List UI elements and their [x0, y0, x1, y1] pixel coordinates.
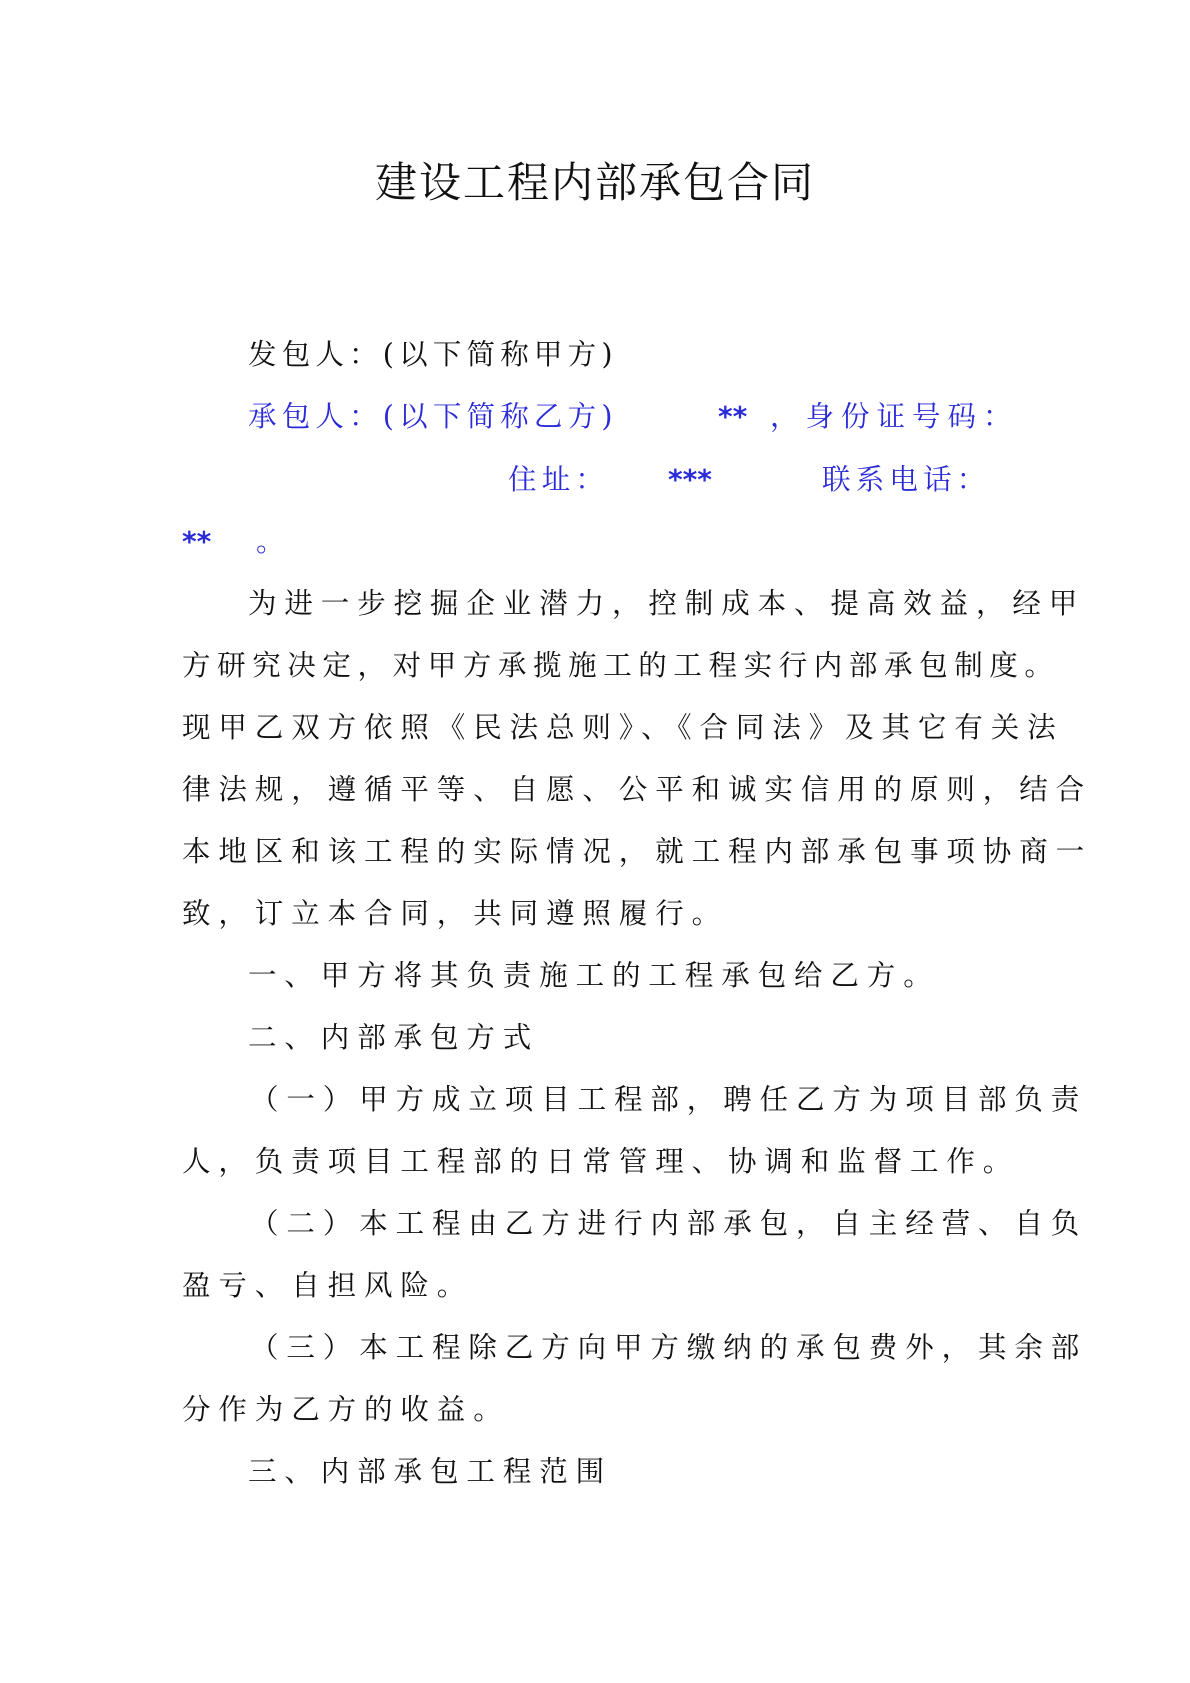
- party-b-address-value: ***: [668, 463, 712, 496]
- preamble-line: 律法规，遵循平等、自愿、公平和诚实信用的原则，结合: [182, 773, 1093, 806]
- clause-2-item-1-line: 人，负责项目工程部的日常管理、协调和监督工作。: [182, 1145, 1020, 1178]
- clause-1: 一、甲方将其负责施工的工程承包给乙方。: [248, 959, 940, 992]
- document-title: 建设工程内部承包合同: [374, 158, 815, 207]
- party-b-phone-value: **: [182, 525, 212, 558]
- preamble-line: 致，订立本合同，共同遵照履行。: [182, 897, 729, 930]
- clause-2-item-3-line: 分作为乙方的收益。: [182, 1393, 510, 1426]
- preamble-line: 为进一步挖掘企业潜力，控制成本、提高效益，经甲: [248, 587, 1086, 620]
- party-b-label: 承包人：(以下简称乙方): [248, 400, 618, 433]
- party-b-end-mark: 。: [256, 525, 290, 558]
- preamble-line: 现甲乙双方依照《民法总则》、《合同法》及其它有关法: [182, 711, 1064, 744]
- preamble-line: 方研究决定，对甲方承揽施工的工程实行内部承包制度。: [182, 649, 1060, 682]
- party-b-phone-label: 联系电话：: [822, 463, 991, 496]
- clause-2-item-2-line: （二）本工程由乙方进行内部承包，自主经营、自负: [250, 1207, 1088, 1240]
- preamble-line: 本地区和该工程的实际情况，就工程内部承包事项协商一: [182, 835, 1093, 868]
- clause-2-item-3-line: （三）本工程除乙方向甲方缴纳的承包费外，其余部: [250, 1331, 1088, 1364]
- party-b-address-label: 住址：: [508, 463, 610, 496]
- clause-2-item-2-line: 盈亏、自担风险。: [182, 1269, 474, 1302]
- clause-2-heading: 二、内部承包方式: [248, 1021, 540, 1054]
- party-b-name-value: **: [718, 400, 748, 433]
- clause-3-heading: 三、内部承包工程范围: [248, 1455, 613, 1488]
- party-b-id-label: ，身份证号码：: [770, 400, 1019, 433]
- party-a-line: 发包人：(以下简称甲方): [248, 338, 618, 371]
- clause-2-item-1-line: （一）甲方成立项目工程部，聘任乙方为项目部负责: [250, 1083, 1088, 1116]
